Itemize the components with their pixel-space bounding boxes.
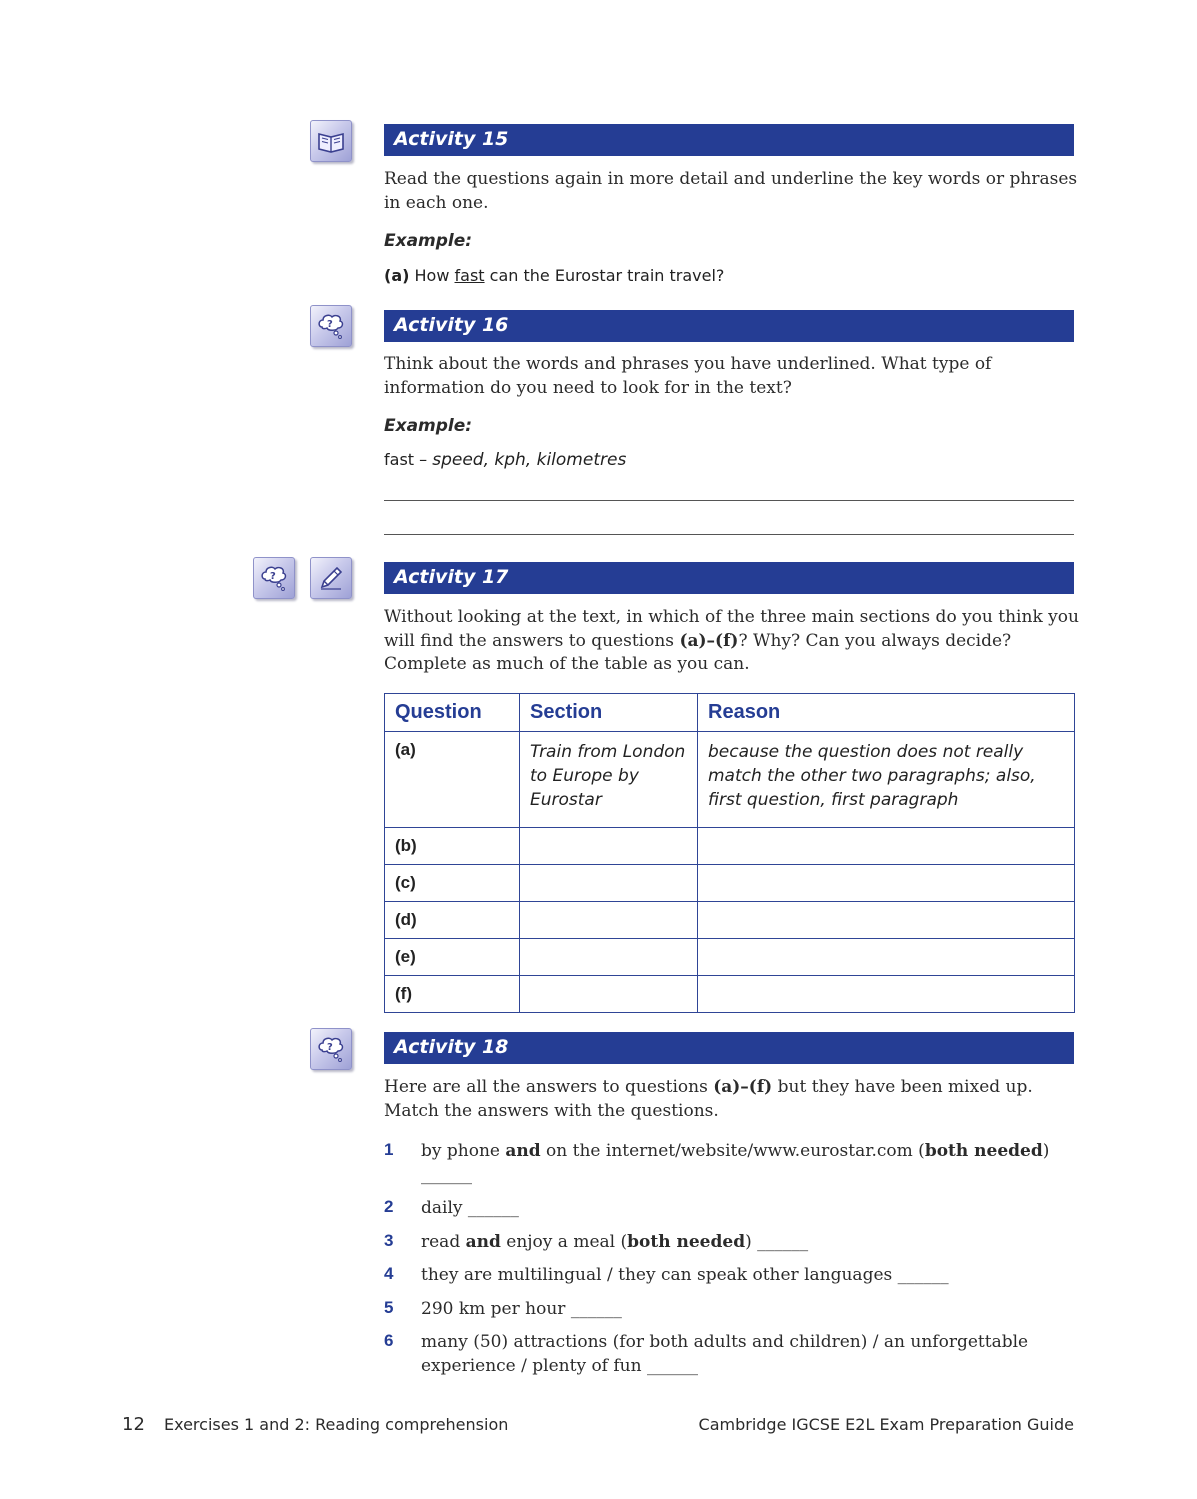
section-cell[interactable] bbox=[520, 976, 698, 1013]
book-icon-glyph bbox=[316, 126, 346, 156]
reason-cell[interactable] bbox=[698, 976, 1075, 1013]
svg-text:?: ? bbox=[270, 571, 276, 582]
reason-cell[interactable] bbox=[698, 939, 1075, 976]
activity-18-instruction-part1: Here are all the answers to questions bbox=[384, 1077, 714, 1097]
book-icon bbox=[310, 120, 352, 162]
pencil-icon bbox=[310, 557, 352, 599]
think-icon bbox=[310, 305, 352, 347]
example-text-after: can the Eurostar train travel? bbox=[489, 266, 725, 285]
section-cell[interactable] bbox=[520, 828, 698, 865]
reason-cell[interactable] bbox=[698, 902, 1075, 939]
think-bubble-glyph bbox=[316, 1034, 346, 1064]
header-reason: Reason bbox=[698, 694, 1075, 732]
item-number: 6 bbox=[384, 1331, 394, 1350]
svg-text:?: ? bbox=[327, 1042, 333, 1053]
question-cell: (d) bbox=[385, 902, 520, 939]
table-row bbox=[385, 865, 1075, 902]
item-text bbox=[421, 1231, 1084, 1255]
think-icon bbox=[253, 557, 295, 599]
item-text-bold: both needed bbox=[627, 1231, 746, 1252]
table-row bbox=[385, 939, 1075, 976]
activity-18-instruction-range: (a)–(f) bbox=[713, 1077, 773, 1097]
item-number: 1 bbox=[384, 1140, 394, 1159]
question-cell: (a) bbox=[385, 732, 520, 828]
activity-15-example-label: Example: bbox=[384, 231, 473, 251]
list-item bbox=[384, 1331, 1084, 1378]
activity-16-example bbox=[384, 450, 626, 470]
question-cell: (b) bbox=[385, 828, 520, 865]
pencil-glyph bbox=[316, 563, 346, 593]
activity-16-header: Activity 16 bbox=[384, 310, 1074, 342]
item-text-part: by phone bbox=[421, 1141, 506, 1161]
footer-left bbox=[122, 1414, 508, 1435]
table-row bbox=[385, 902, 1075, 939]
section-cell[interactable]: Train from London to Europe by Eurostar bbox=[520, 732, 698, 828]
example-marker: (a) bbox=[384, 266, 410, 285]
item-text: they are multilingual / they can speak other languages ______ bbox=[421, 1265, 949, 1285]
question-cell: (e) bbox=[385, 939, 520, 976]
activity-17-instruction-part1: Without looking at the text, in which of the three main sections do you think you will find the answers to questions bbox=[384, 607, 1079, 651]
activity-15-header: Activity 15 bbox=[384, 124, 1074, 156]
activity-15-instruction: Read the questions again in more detail and underline the key words or phrases in each one. bbox=[384, 169, 1078, 213]
list-item bbox=[384, 1231, 1084, 1255]
activity-17-instruction-part2: ? Why? Can you always decide? Complete as much of the table as you can. bbox=[384, 630, 1012, 674]
item-text: 290 km per hour ______ bbox=[421, 1298, 622, 1319]
answers-list bbox=[384, 1140, 1084, 1388]
example-text-before: How bbox=[414, 266, 450, 285]
question-cell: (c) bbox=[385, 865, 520, 902]
activity-18-instruction-part2: but they have been mixed up. Match the answers with the questions. bbox=[384, 1077, 1033, 1121]
table-row bbox=[385, 976, 1075, 1013]
item-text-part: read bbox=[421, 1231, 466, 1252]
list-item bbox=[384, 1298, 1084, 1322]
table-row bbox=[385, 732, 1075, 828]
example-handwritten-answer: speed, kph, kilometres bbox=[432, 450, 627, 470]
activity-16-instruction: Think about the words and phrases you have underlined. What type of information do you need to look for in the text? bbox=[384, 354, 992, 398]
reason-cell[interactable] bbox=[698, 865, 1075, 902]
question-section-table bbox=[384, 693, 1075, 1013]
item-text-part: enjoy a meal ( bbox=[500, 1231, 628, 1252]
activity-17-instruction bbox=[384, 606, 1084, 677]
section-cell[interactable] bbox=[520, 902, 698, 939]
svg-text:?: ? bbox=[327, 319, 333, 330]
table-row bbox=[385, 828, 1075, 865]
item-text-part: ) ______ bbox=[745, 1231, 809, 1252]
reason-cell[interactable] bbox=[698, 828, 1075, 865]
item-text-bold: and bbox=[465, 1231, 501, 1252]
example-word: fast – bbox=[384, 450, 428, 469]
item-text bbox=[421, 1140, 1084, 1187]
reason-cell[interactable]: because the question does not really match the other two paragraphs; also, first question, first paragraph bbox=[698, 732, 1075, 828]
question-cell: (f) bbox=[385, 976, 520, 1013]
item-text: many (50) attractions (for both adults and children) / an unforgettable experience / plenty of fun ______ bbox=[421, 1332, 1029, 1376]
page-number: 12 bbox=[122, 1414, 145, 1435]
activity-16-example-label: Example: bbox=[384, 416, 473, 436]
footer-section-title: Exercises 1 and 2: Reading comprehension bbox=[164, 1415, 509, 1434]
list-item bbox=[384, 1264, 1084, 1288]
example-underlined-word: fast bbox=[454, 266, 485, 285]
think-bubble-glyph bbox=[316, 311, 346, 341]
item-text: daily ______ bbox=[421, 1198, 519, 1218]
think-bubble-glyph bbox=[259, 563, 289, 593]
answer-line-2[interactable] bbox=[384, 534, 1074, 535]
activity-17-instruction-range: (a)–(f) bbox=[679, 630, 739, 651]
section-cell[interactable] bbox=[520, 865, 698, 902]
header-section: Section bbox=[520, 694, 698, 732]
item-number: 3 bbox=[384, 1230, 394, 1250]
answer-line-1[interactable] bbox=[384, 500, 1074, 501]
list-item bbox=[384, 1197, 1084, 1221]
item-text-part: ) ______ bbox=[421, 1141, 1050, 1185]
footer-book-title: Cambridge IGCSE E2L Exam Preparation Guide bbox=[698, 1415, 1074, 1434]
item-text-bold: both needed bbox=[924, 1141, 1043, 1161]
header-question: Question bbox=[385, 694, 520, 732]
activity-17-header: Activity 17 bbox=[384, 562, 1074, 594]
activity-15-example bbox=[384, 266, 724, 285]
item-number: 4 bbox=[384, 1264, 394, 1283]
item-text-part: on the internet/website/www.eurostar.com ( bbox=[540, 1141, 925, 1161]
section-cell[interactable] bbox=[520, 939, 698, 976]
item-text-bold: and bbox=[505, 1141, 541, 1161]
item-number: 2 bbox=[384, 1197, 394, 1216]
think-icon bbox=[310, 1028, 352, 1070]
item-number: 5 bbox=[384, 1297, 394, 1317]
activity-18-header: Activity 18 bbox=[384, 1032, 1074, 1064]
list-item bbox=[384, 1140, 1084, 1187]
activity-18-instruction bbox=[384, 1076, 1084, 1123]
